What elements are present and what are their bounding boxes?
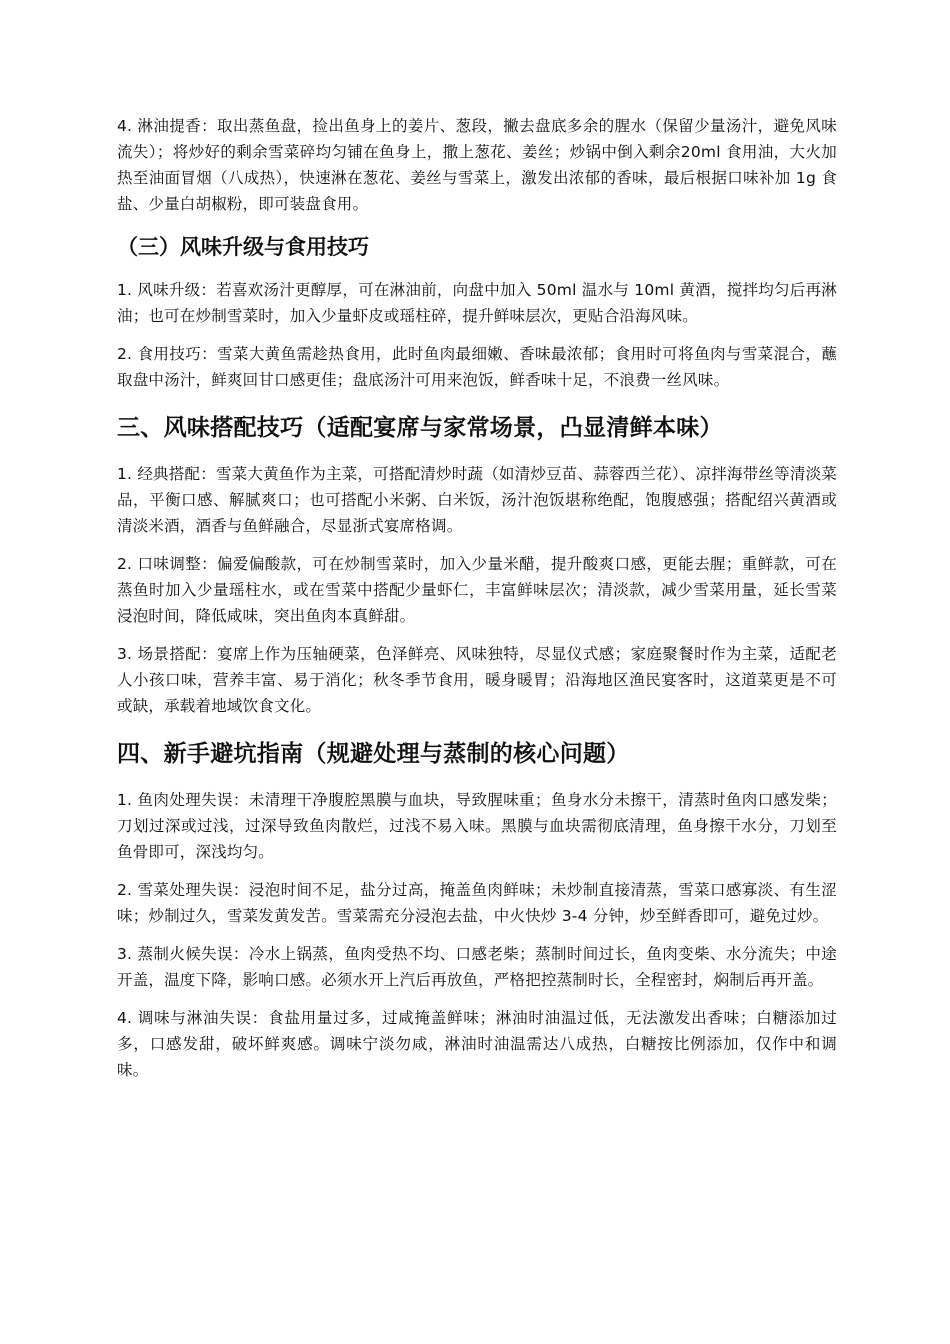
subheading-flavor-upgrade: （三）风味升级与食用技巧	[117, 235, 369, 259]
document-body	[117, 113, 837, 1095]
heading-pairing-tips: 三、风味搭配技巧（适配宴席与家常场景，凸显清鲜本味）	[117, 415, 723, 441]
heading-beginner-pitfalls: 四、新手避坑指南（规避处理与蒸制的核心问题）	[117, 741, 630, 767]
paragraph-seasoning-oil-mistakes: 4. 调味与淋油失误：食盐用量过多，过咸掩盖鲜味；淋油时油温过低，无法激发出香味；白糖添加过多，口感发甜，破坏鲜爽感。调味宁淡勿咸，淋油时油温需达八成热，白糖按比例添加，仅作中和调味。	[117, 1009, 837, 1079]
paragraph-taste-adjustment: 2. 口味调整：偏爱偏酸款，可在炒制雪菜时，加入少量米醋，提升酸爽口感，更能去腥；重鲜款，可在蒸鱼时加入少量瑶柱水，或在雪菜中搭配少量虾仁，丰富鲜味层次；清淡款，减少雪菜用量，延长雪菜浸泡时间，降低咸味，突出鱼肉本真鲜甜。	[117, 555, 837, 625]
paragraph-classic-pairing: 1. 经典搭配：雪菜大黄鱼作为主菜，可搭配清炒时蔬（如清炒豆苗、蒜蓉西兰花）、凉拌海带丝等清淡菜品，平衡口感、解腻爽口；也可搭配小米粥、白米饭，汤汁泡饭堪称绝配，饱腹感强；搭配绍兴黄酒或清淡米酒，酒香与鱼鲜融合，尽显浙式宴席格调。	[117, 465, 837, 535]
paragraph-eating-tips: 2. 食用技巧：雪菜大黄鱼需趁热食用，此时鱼肉最细嫩、香味最浓郁；食用时可将鱼肉与雪菜混合，蘸取盘中汤汁，鲜爽回甘口感更佳；盘底汤汁可用来泡饭，鲜香味十足，不浪费一丝风味。	[117, 345, 837, 389]
paragraph-steaming-heat-mistakes: 3. 蒸制火候失误：冷水上锅蒸，鱼肉受热不均、口感老柴；蒸制时间过长，鱼肉变柴、水分流失；中途开盖，温度下降，影响口感。必须水开上汽后再放鱼，严格把控蒸制时长，全程密封，焖制后再开盖。	[117, 945, 837, 989]
paragraph-pickle-handling-mistakes: 2. 雪菜处理失误：浸泡时间不足，盐分过高，掩盖鱼肉鲜味；未炒制直接清蒸，雪菜口感寡淡、有生涩味；炒制过久，雪菜发黄发苦。雪菜需充分浸泡去盐，中火快炒 3-4 分钟，炒至鲜香即可，避免过炒。	[117, 881, 837, 925]
paragraph-scene-pairing: 3. 场景搭配：宴席上作为压轴硬菜，色泽鲜亮、风味独特，尽显仪式感；家庭聚餐时作为主菜，适配老人小孩口味，营养丰富、易于消化；秋冬季节食用，暖身暖胃；沿海地区渔民宴客时，这道菜更是不可或缺，承载着地域饮食文化。	[117, 645, 837, 715]
paragraph-flavor-upgrade: 1. 风味升级：若喜欢汤汁更醇厚，可在淋油前，向盘中加入 50ml 温水与 10ml 黄酒，搅拌均匀后再淋油；也可在炒制雪菜时，加入少量虾皮或瑶柱碎，提升鲜味层次，更贴合沿海风味。	[117, 281, 837, 325]
paragraph-step-4-oil-drizzle: 4. 淋油提香：取出蒸鱼盘，捡出鱼身上的姜片、葱段，撇去盘底多余的腥水（保留少量汤汁，避免风味流失）；将炒好的剩余雪菜碎均匀铺在鱼身上，撒上葱花、姜丝；炒锅中倒入剩余20ml 食用油，大火加热至油面冒烟（八成热），快速淋在葱花、姜丝与雪菜上，激发出浓郁的香味，最后根据口味补加 1g 食盐、少量白胡椒粉，即可装盘食用。	[117, 117, 837, 213]
paragraph-fish-handling-mistakes: 1. 鱼肉处理失误：未清理干净腹腔黑膜与血块，导致腥味重；鱼身水分未擦干，清蒸时鱼肉口感发柴；刀划过深或过浅，过深导致鱼肉散烂，过浅不易入味。黑膜与血块需彻底清理，鱼身擦干水分，刀划至鱼骨即可，深浅均匀。	[117, 791, 837, 861]
